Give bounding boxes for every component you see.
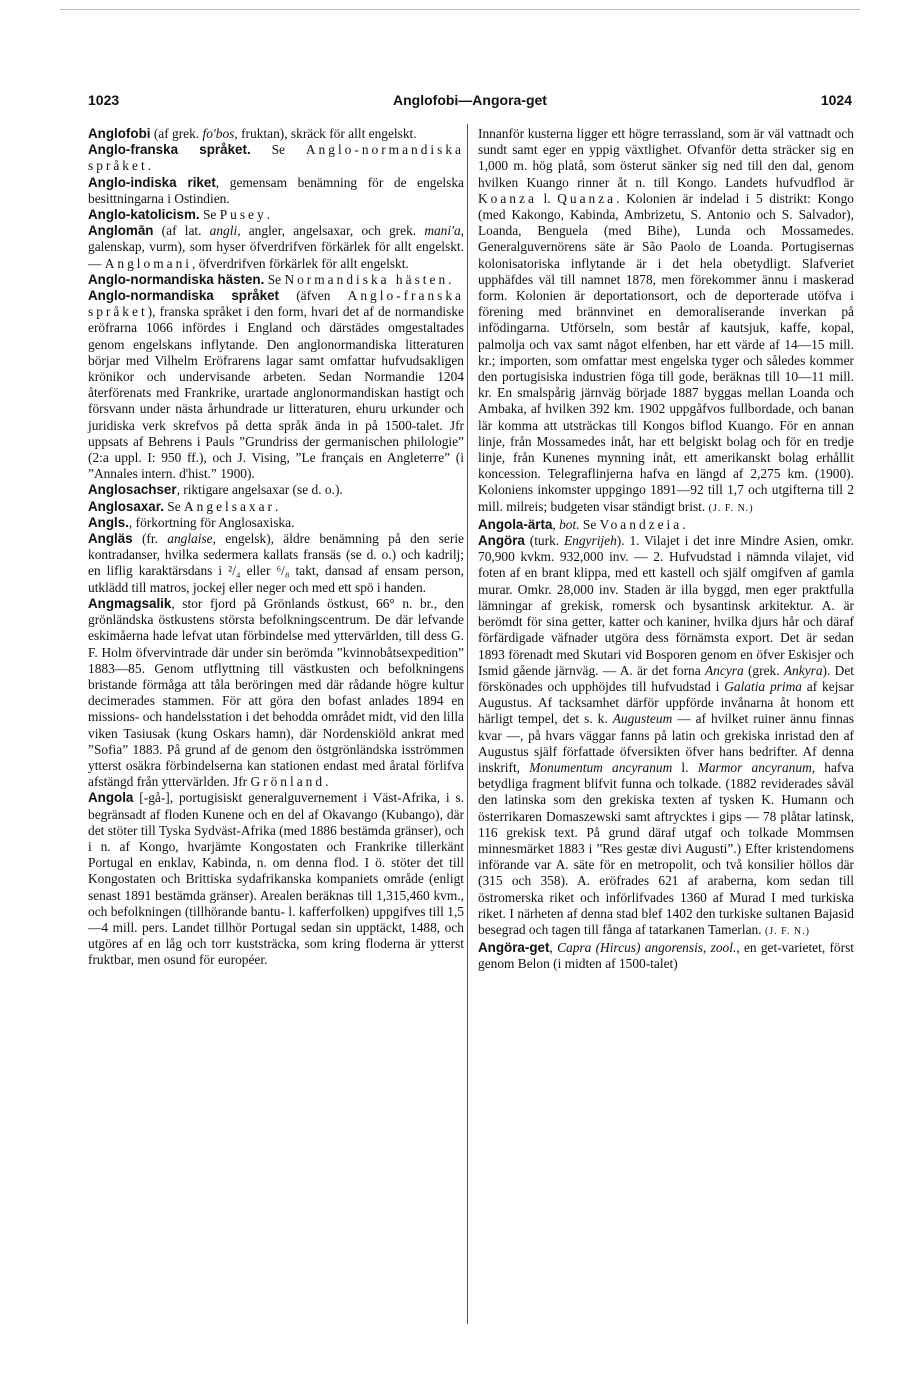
entry-text: . [147,158,152,174]
headword: Anglo-katolicism. [88,207,200,223]
headword: Angola [88,790,134,806]
entry-angola-continued [478,126,854,517]
entry-text: Se [264,271,285,287]
entry-anglo-normandiska-hasten [88,272,464,288]
entry-italic: mani'a [424,223,461,239]
spaced-term: Anglo-franska språket [88,288,464,320]
headword: Anglo-normandiska hästen. [88,271,265,287]
entry-angmagsalik [88,596,464,790]
entry-text: l. [672,759,698,775]
entry-italic: anglaise [167,531,213,547]
entry-text: . [266,207,271,223]
entry-text: , hafva betydliga fragment blifvit funna och tolkade. (1882 reviderades såväl den latinska som den grekiska texten af tysken K. Humann och österrikaren Domaszewski samt aftrycktes i gips — 78 plåtar latinsk, 116 grekisk text. På grund däraf utgaf och tolkade Mommsen minnesmärket 1883 i ”Res gestæ divi Augusti”.) Efter kristendomens införande var A. säte för en metropolit, och två konsilier höllos där (315 och 358). A. eröfrades 621 af araberna, kom sedan till östromerska riket och införlifvades 1360 af Murad I med turkiska riket. I närheten af denna stad blef 1402 den turkiske sultanen Bajasid besegrad och tagen till fånga af tatarkanen Tamerlan. [478,759,855,937]
entry-italic: angli [209,223,238,239]
entry-text: (fr. [132,531,168,547]
entry-text: , fruktan), skräck för allt engelskt. [234,126,417,141]
entry-text: (af grek. [150,126,203,141]
entry-text: , [552,516,560,532]
headword: Anglosachser [88,482,177,498]
entry-text: . [325,774,329,790]
spaced-term: Koanza [478,190,537,206]
entry-italic: Marmor ancyranum [697,759,812,775]
headword: Anglo-franska språket. [88,142,251,158]
cross-reference: Angelsaxar [184,498,275,514]
entry-text: Se [199,207,220,223]
headword: Anglo-indiska riket [88,174,216,190]
entry-text: l. [536,190,558,206]
left-column [88,126,464,969]
entry-italic: bot. [559,516,580,532]
entry-text: (af lat. [153,223,210,239]
entry-text: Se [579,516,600,532]
entry-text: ), franska språket i den form, hvari det af de normandiske eröfrarna 1066 infördes i England och därstädes omgestaltades genom engelskans inflytande. Den anglonormandiska litteraturen börjar med Vilhelm Eröfrarens lagar samt omfattar hufvudsakligen krönikor och undervisande arbeten. Sedan Normandie 1204 återförenats med Frankrike, urartade anglonormandiskan hastigt och försvann under nästa århundrade ur litteraturen, ehuru urkunder och juridiska verk skrefvos på detta språk ända in på 1500-talet. Jfr uppsats af Behrens i Pauls ”Grundriss der germanischen philologie” (2:a uppl. I: 950 ff.), och J. Vising, ”Le français en Angleterre” (i ”Annales intern. d'hist.” 1900). [88,304,464,482]
entry-text: [-gå-], portugisiskt generalguvernement i Väst-Afrika, i s. begränsadt af floden Kunene och en del af Okavango (Kubango), där det stöter till Tyska Sydväst-Afrika (med 1886 bestämda gränser), och i n. af Kongo, hvarjämte Kongostaten och Frankrike tillerkänt Portugal en enklav, Kabinda, n. om denna flod. I ö. stöter det till Kongostaten och Brittiska sydafrikanska kompaniets område (enligt senast 1891 bestämda gränser). Arealen beräknas till 1,315,460 kvm., och befolkningen (tillhörande bantu- l. kafferfolken) uppgifves till 1,5—4 mill. pers. Landet tillhör Portugal sedan sin upptäckt, 1488, och utgöres af en låg och torr kuststräcka, som kring floderna är ytterst fruktbar, men osund för européer. [88,790,464,968]
headword: Anglo-normandiska språket [88,288,279,304]
entry-text: , en get-varietet, först genom Belon (i midten af 1500-talet) [478,940,854,972]
entry-anglofobi [88,126,464,142]
entry-text: , angler, angelsaxar, och grek. [237,223,425,239]
headword: Angls. [88,514,129,530]
column-divider [467,124,468,1324]
entry-text: , galenskap, vurm), som hyser öfverdrifven förkärlek för allt engelskt. — [88,223,465,271]
right-column [478,126,854,973]
top-rule [60,9,860,10]
entry-italic: Ankyra [783,662,823,678]
page-number-left: 1023 [88,92,120,108]
entry-text: . [275,498,279,514]
headword: Angöra [478,533,525,549]
entry-anglo-franska-spraket [88,142,464,174]
entry-italic: Ancyra [705,662,744,678]
entry-italic: Augusteum [612,711,673,727]
entry-text: . [448,271,452,287]
entry-italic: Monumentum ancyranum [529,759,673,775]
entry-text: , förkortning för Anglosaxiska. [128,514,295,530]
author-signature: (J. F. N.) [708,502,754,514]
entry-text: (turk. [524,533,564,549]
entry-text: , gemensam benämning för de engelska besittningarna i Ostindien. [88,174,464,206]
entry-anglo-normandiska-spraket [88,288,464,482]
entry-text: , stor fjord på Grönlands östkust, 66° n. br., den grönländska östkustens största befolkningscentrum. De där lefvande eskimåerna hade lefvat utan förbindelse med yttervärlden, till dess G. F. Holm öfvervintrade där under sin berömda ”kvinnobåtsexpedition” 1883—85. Genom utflyttning till västkusten och befolkningens bristande förmåga att tåla beröringen med där rådande högre kultur decimerades stammen. För att göra den bofast anlades 1894 en missions- och handelsstation i det behodda området midt, vid den lilla viken Tasiusak (kung Oskars hamn), där Nordenskiöld ankrat med ”Sofia” 1883. På grund af de genom den östgrönländska isströmmen ytterst osäkra förbindelserna kan stationen endast med åratal förlifva afstängd från yttervärlden. Jfr [88,595,464,790]
entry-text: , öfverdrifven förkärlek för allt engelskt. [192,255,409,271]
entry-angls [88,515,464,531]
entry-text: ). Det förskönades och upphöjdes till hufvudstad i [478,662,854,694]
entry-text: , [549,940,558,956]
cross-reference: Anglo-normandiska språket [88,142,464,174]
entry-text: Se [163,498,185,514]
running-title: Anglofobi—Angora-get [393,92,547,108]
entry-italic: fo'bos [202,126,235,141]
author-signature: (J. F. N.) [764,925,810,937]
entry-text: — af hvilket ruiner ännu finnas kvar —, på hvars väggar fanns på latin och grekiska inristad den af Augustus själf författade öfversikten öfver hans bedrifter. Af denna inskrift, [478,711,854,775]
spaced-term: Anglomani [104,255,193,271]
entry-text: Innanför kusterna ligger ett högre terrassland, som är väl vattnadt och sundt samt eger en yppig växtlighet. Ofvanför detta sträcker sig en 1,000 m. hög platå, som österut sänker sig ned till den dal, genom hvilken Kuango rinner åt n. till Kongo. Landets hufvudflod är [478,126,854,190]
entry-text: . [682,516,686,532]
page-number-right: 1024 [820,92,852,108]
entry-italic: Engyrijeh [563,533,617,549]
spaced-term: Quanza [557,190,617,206]
headword: Angola-ärta [478,516,553,532]
entry-anglosaxar [88,499,464,515]
entry-anglo-indiska-riket [88,175,464,207]
headword: Anglosaxar. [88,498,164,514]
entry-text: Se [250,142,306,158]
entry-angora [478,533,854,940]
entry-text: (äfven [278,288,348,304]
entry-angora-get [478,940,854,972]
entry-angloman [88,223,464,272]
headword: Anglofobi [88,126,151,141]
entry-text: ). 1. Vilajet i det inre Mindre Asien, omkr. 70,900 kvkm. 932,000 inv. — 2. Hufvudstad i nämnda vilajet, vid foten af en brant klippa, med ett kastell och själf omgifven af gamla murar. Omkr. 28,000 inv. Staden är illa byggd, men eger praktfulla lämningar af grekisk, romersk och bysantinsk arkitektur. A. är berömdt för sina getter, katter och kaniner, hvilka djurs hår och däraf förfärdigade väfnader utgöra dess förnämsta export. Det är sedan 1893 förenadt med Skutari vid Bosporen genom en öfver Eskisjer och Ismid gående järnväg. — A. är det forna [478,533,854,678]
entry-text: , engelsk), äldre benämning på den serie kontradanser, hvilka sedermera kallats fransäs (se d. o.) och kadrilj; en liflig karaktärsdans i ²/₄ eller ⁶/₈ takt, dansad af ensam person, utklädd till matros, jockej eller neger och med ett spö i handen. [88,531,465,595]
entry-anglosachser [88,482,464,498]
headword: Angöra-get [478,940,550,956]
entry-anglas [88,531,464,596]
headword: Angläs [88,531,133,547]
cross-reference: Normandiska hästen [284,271,449,287]
entry-angola [88,790,464,968]
cross-reference: Pusey [219,207,267,223]
entry-text: , riktigare angelsaxar (se d. o.). [176,482,343,498]
entry-text: . Kolonien är indelad i 5 distrikt: Kongo (med Kakongo, Kabinda, Ambrizetu, S. Antonio och S. Salvador), Loanda, Benguela (med Bihe), Lunda och Mossamedes. Generalguvernörens säte är São Paolo de Loanda. Portugisernas kolonisatoriska inflytande är i det hela obetydligt. Slafveriet upphäfdes väl till namnet 1878, men förekommer ännu i maskerad form. Kolonien är deportationsort, och de deporterade utöfva i förening med brännvinet en demoraliserande inverkan på infödingarna. Utförseln, som består af kautsjuk, kaffe, kopal, palmolja och vax samt något elfenben, har ett värde af 14—15 mill. kr.; importen, som omfattar mest engelska tyger och således kommer den portugisiska industrien föga till gode, beräknas till 10—11 mill. kr. En smalspårig järnväg började 1887 byggas mellan Loanda och Ambaka, af hvilken 392 km. 1902 uppgåfvos fullbordade, och banan lär komma att utsträckas till Kongos biflod Kuango. För en annan linje, från Mossamedes inåt, har ett belgiskt bolag och för en tredje linje, från Kunenes mynning inåt, ett amerikanskt bolag erhållit koncession. Telegraflinjerna hafva en längd af 2,275 km. (1900). Koloniens inkomster uppgingo 1891—92 till 1,7 och utgifterna till 2 mill. milreis; budgeten visar ständigt brist. [478,190,854,514]
page-header [88,92,852,114]
headword: Anglomān [88,223,154,239]
entry-italic: Galatia prima [724,678,802,694]
headword: Angmagsalik [88,595,172,611]
entry-text: af kejsar Augustus. Af tacksamhet därför uppförde invånarna åt honom ett härligt tempel, det s. k. [478,678,854,727]
cross-reference: Grönland [250,774,326,790]
entry-italic: Capra (Hircus) angorensis, zool. [557,940,737,956]
entry-text: (grek. [743,662,784,678]
entry-angola-arta [478,517,854,533]
cross-reference: Voandzeia [599,516,683,532]
entry-anglo-katolicism [88,207,464,223]
